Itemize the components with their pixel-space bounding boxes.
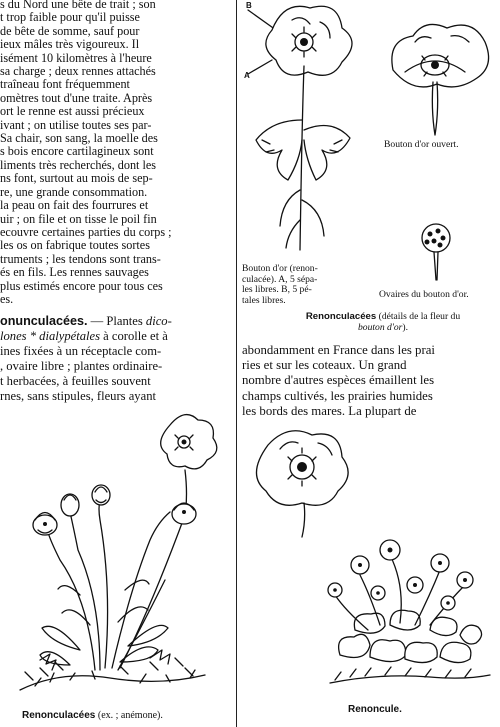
right-paragraph	[242, 343, 500, 419]
anemone-illustration	[0, 400, 233, 700]
text-line: ort le renne est aussi précieux	[0, 104, 145, 119]
anemone-caption-bold: Renonculacées	[22, 710, 96, 721]
details-caption	[273, 312, 493, 333]
text-line: uir ; on file et on tisse le poil fin	[0, 211, 157, 226]
entry-italic-dico: dico-	[145, 314, 172, 328]
text-line: re, une grande consommation.	[0, 184, 148, 199]
left-column	[0, 0, 233, 727]
renoncule-plant	[328, 540, 490, 683]
text-line: traîneau font fréquemment	[0, 77, 130, 92]
ground-hatching	[25, 658, 193, 680]
anemone-flower-bud-2	[92, 485, 110, 505]
right-column	[240, 0, 500, 727]
text-line: omètres tout d'une traite. Après	[0, 90, 153, 105]
text-line: les os on fabrique toutes sortes	[0, 238, 150, 253]
text-line: t trop faible pour qu'il puisse	[0, 10, 140, 25]
text-line: ecouvre certaines parties du corps ;	[0, 224, 172, 239]
anemone-flower-bud-1	[61, 494, 79, 516]
entry-italic-dialypetales: lones * dialypétales	[0, 329, 101, 343]
reindeer-paragraph	[0, 0, 228, 306]
text-line: ieux mâles très vigoureux. Il	[0, 37, 140, 52]
text-line: les bords des mares. La plupart de	[242, 403, 417, 418]
text-line: abondamment en France dans les prai	[242, 343, 435, 357]
text-line: nombre d'autres espèces émaillent les	[242, 373, 435, 388]
anemone-flower-right	[172, 503, 196, 524]
renoncule-large-flower	[256, 431, 348, 537]
bouton-caption-line-1: Bouton d'or (renon-	[242, 263, 318, 274]
text-line: champs cultivés, les prairies humides	[242, 388, 433, 403]
text-line: ns font, surtout au mois de sep-	[0, 171, 153, 186]
text-line: plus estimés encore pour tous ces	[0, 278, 163, 293]
bouton-caption-line-4: tales libres.	[242, 294, 286, 306]
renoncule-caption	[348, 705, 402, 716]
entry-line-6: rnes, sans stipules, fleurs ayant	[0, 389, 156, 403]
entry-line-5: t herbacées, à feuilles souvent	[0, 374, 151, 388]
ovaires-illustration	[416, 220, 456, 290]
text-line: liments très recherchés, dont les	[0, 157, 157, 172]
text-line: truments ; les tendons sont trans-	[0, 251, 161, 266]
details-caption-rest: (détails de la fleur du	[376, 311, 461, 322]
anemone-caption	[22, 711, 163, 722]
text-line: Sa chair, son sang, la moelle des	[0, 131, 158, 146]
details-caption-bold: Renonculacées	[305, 311, 377, 322]
renoncule-illustration	[240, 425, 500, 705]
anemone-flower-top	[161, 415, 217, 469]
bouton-caption-line-3: les libres. B, 5 pé-	[242, 284, 312, 296]
bouton-dor-plant-illustration	[242, 0, 372, 260]
entry-line-3: ines fixées à un réceptacle com-	[0, 344, 162, 358]
entry-term: onunculacées.	[0, 314, 88, 328]
text-line: s du Nord une bête de trait ; son	[0, 0, 156, 11]
details-caption-italic: bouton d'or	[357, 321, 403, 333]
text-line: de bête de somme, sauf pour	[0, 23, 140, 38]
bouton-caption-line-2: culacée). A, 5 sépa-	[242, 273, 318, 285]
renoncule-caption-text: Renoncule.	[348, 704, 402, 715]
details-caption-end: ).	[402, 321, 409, 333]
text-line: la peau on fait des fourrures et	[0, 198, 149, 213]
text-line: es.	[0, 291, 14, 306]
entry-line-2: à corolle et à	[100, 329, 168, 343]
text-line: isément 10 kilomètres à l'heure	[0, 50, 152, 65]
column-divider	[236, 0, 237, 727]
label-b: B	[246, 1, 252, 10]
anemone-flower-left	[33, 513, 57, 536]
text-line: ries et sur les coteaux. Un grand	[242, 358, 407, 373]
bouton-ouvert-caption: Bouton d'or ouvert.	[384, 139, 459, 150]
anemone-caption-rest: (ex. ; anémone).	[95, 710, 163, 721]
text-line: és en fils. Les rennes sauvages	[0, 265, 149, 280]
text-line: s bois encore cartilagineux sont	[0, 144, 154, 159]
text-line: ivant ; on utilise toutes ses par-	[0, 117, 152, 132]
entry-dash: — Plantes	[87, 314, 146, 328]
label-a: A	[244, 71, 250, 80]
bouton-dor-caption	[242, 264, 318, 306]
renonculacees-entry	[0, 314, 232, 404]
ovaires-caption: Ovaires du bouton d'or.	[379, 289, 469, 300]
bouton-dor-ouvert-illustration	[385, 20, 495, 140]
entry-line-4: , ovaire libre ; plantes ordinaire-	[0, 359, 163, 373]
text-line: sa charge ; deux rennes attachés	[0, 64, 156, 79]
